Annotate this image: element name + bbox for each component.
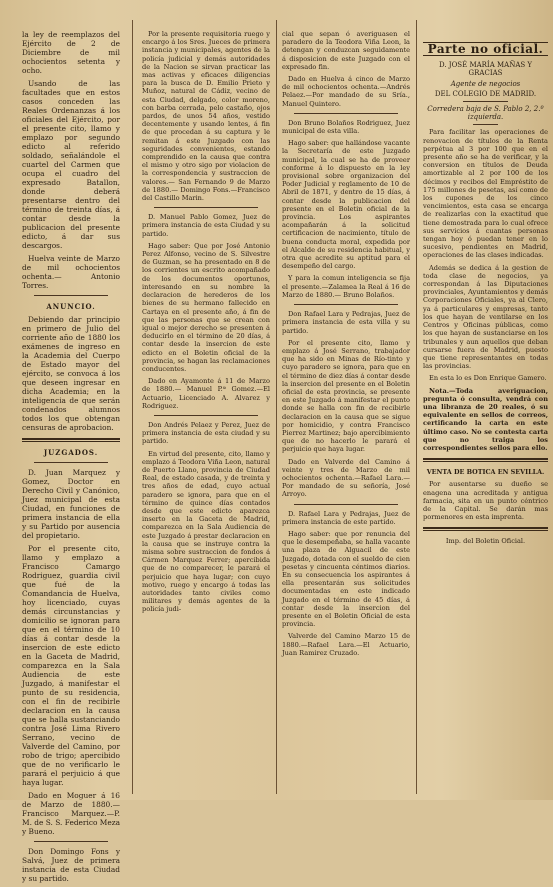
text-paragraph: En esta lo es Don Enrique Gamero.	[429, 374, 547, 383]
divider	[423, 527, 548, 531]
text-paragraph: En virtud del presente, cito, llamo y emplazo á Teodora Viña Leon, natural de Puerto Llano, provincia de Ciudad Real, de estado casada, y de treinta y tres años de edad, cuyo actual paradero se ignora, para que en el término de quince días contados desde que este edicto aparezca inserto en la Gaceta de Madrid, comparezca en la Sala Audiencia de este Juzgado á prestar declaracion en la causa que se instruye contra la misma sobre sustraccion de fondos á Cármen Marquez Ferrer; apercibida que de no comparecer, le parará el perjuicio que haya lugar; con cuyo motivo, ruego y encargo á todas las autoridades tanto civiles como militares y demás agentes de la policía judi-	[142, 449, 270, 614]
column-divider	[132, 20, 133, 794]
text-paragraph: Por el presente cito, llamo y emplazo a Francisco Camargo Rodriguez, guardia civil que fué de la Comandancia de Huelva, hoy licenciado, cuyas demás circunstancias y domicilio se ignoran para que en el término de 10 días á contar desde la insercion de este edicto en la Gaceta de Madrid, comparezca en la Sala Audiencia de este Juzgado, á manifestar el punto de su residencia, con el fin de recibirle declaracion en la causa que se halla sustanciando contra José Lima Rivero Serrano, vecino de Valverde del Camino, por robo de trigo; apercibido que de no verificarlo le parará el perjuicio á que haya lugar.	[22, 544, 120, 787]
column-2	[142, 30, 270, 618]
column-divider	[276, 20, 277, 794]
text-paragraph: Además se dedica á la gestion de toda clase de negocios, ya correspondan á las Diputaciones provinciales, Ayuntamientos y demás Corporaciones Oficiales, ya al Clero, ya á particulares y empresas, tanto los que hayan de ventilarse en los Centros y Oficinas públicas, como los que hayan de sustanciarse en los tribunales y aun aquellos que deban cursarse fuera de Madrid, puesto que tiene representantes en todas las provincias.	[423, 263, 548, 371]
advertiser-college: DEL COLEGIO DE MADRID.	[434, 89, 537, 98]
text-paragraph: D. Manuel Pablo Gomez, Juez de primera instancia de esta Ciudad y su partido.	[142, 213, 270, 238]
text-paragraph: Por ausentarse su dueño se enagena una acreditada y antigua farmacia, sita en un punto céntrico de la Capital. Se darán mas pormenores en esta imprenta.	[423, 480, 548, 522]
text-paragraph: Debiendo dar principio en primero de Julio del corriente año de 1880 los exámenes de ingreso en la Academia del Cuerpo de Estado mayor del ejército, se convoca á los que deseen ingresar en dicha Academia; en la inteligencia de que serán condenados alumnos todos los que obtengan censuras de aprobacion.	[22, 315, 120, 432]
column-divider	[416, 20, 417, 794]
divider	[473, 124, 498, 125]
divider	[294, 113, 398, 114]
divider	[463, 101, 508, 102]
divider	[154, 207, 258, 208]
divider	[34, 462, 108, 463]
section-heading-anuncio: ANUNCIO.	[46, 302, 96, 311]
text-paragraph: Dado en Valverde del Camino á veinte y tres de Marzo de mil ochocientos ochenta.—Rafael Lara.—Por mandado de su señoría, José Arroyo.	[282, 457, 410, 499]
divider	[22, 438, 120, 442]
text-paragraph: Don Andrés Pelaez y Perez, Juez de primera instancia de esta ciudad y su partido.	[142, 420, 270, 446]
divider	[154, 415, 258, 416]
text-paragraph: D. Rafael Lara y Pedrajas, Juez de primera instancia de este partido.	[282, 509, 410, 526]
column-3	[282, 30, 410, 661]
text-paragraph: Huelva veinte de Marzo de mil ochocientos ochenta.— Antonio Torres.	[22, 254, 120, 290]
section-heading-juzgados: JUZGADOS.	[43, 448, 99, 457]
text-paragraph: Valverde del Camino Marzo 15 de 1880.—Rafael Lara.—El Actuario, Juan Ramirez Cruzado.	[282, 632, 410, 657]
column-1	[22, 30, 120, 887]
text-paragraph: la ley de reemplazos del Ejército de 2 de Diciembre de mil ochocientos setenta y ocho.	[22, 30, 120, 75]
text-paragraph: Don Domingo Fons y Salvá, Juez de primera instancia de esta Ciudad y su partido.	[22, 847, 120, 883]
imprint: Imp. del Boletin Oficial.	[445, 537, 526, 546]
text-paragraph: Don Bruno Bolaños Rodriguez, Juez municipal de esta villa.	[282, 118, 410, 136]
divider	[294, 304, 398, 305]
text-paragraph: Por el presente cito, llamo y emplazo á José Serrano, trabajador que ha sido en Minas de Río-tinto y cuyo paradero se ignora, para que en el término de diez días á contar desde la insercion del presente en el Boletin oficial de esta provincia, se presente en este Juzgado á manifestar el punto donde se halla con fin de recibirle declaracion en la causa que se sigue por homicidio, y contra Francisco Pierrez Martinez; bajo apercibimiento que de no hacerlo le parará el perjuicio que haya lugar.	[282, 338, 410, 454]
text-paragraph: D. Juan Marquez y Gomez, Doctor en Derecho Civil y Canónico, Juez municipal de esta Ciudad, en funciones de primera instancia de ella y su Partido por ausencia del propietario.	[22, 468, 120, 540]
divider	[423, 458, 548, 462]
section-heading-venta: VENTA DE BOTICA EN SEVILLA.	[426, 468, 545, 477]
text-paragraph: Por la presente requisitoria ruego y encargo á los Sres. Jueces de primera instancia y municipales, agentes de la policía judicial y demás autoridades de la Nacion se sirvan practicar las mas activas y eficaces diligencias para la busca de D. Emilio Prieto y Muñoz, natural de Cádiz, vecino de esta Ciudad, delgado, color moreno, con barba cerrada, pelo castaño, ojos pardos, de unos 54 años, vestido decentemente y usando lentes, á fin de que procedan á su captura y le remitan á este Juzgado con las seguridades convenientes, estando comprendido en la causa que contra el mismo y otro sigo por violacion de la correspondencia y sustraccion de valores.— San Fernando 9 de Marzo de 1880.— Domingo Fons.—Francisco del Castillo Marin.	[142, 30, 270, 203]
text-paragraph: Y para la comun inteligencia se fija el presente.—Zalamea la Real á 16 de Marzo de 1880.— Bruno Bolaños.	[282, 274, 410, 299]
divider	[34, 295, 108, 296]
column-4	[423, 34, 548, 550]
text-paragraph: Dado en Huelva á cinco de Marzo de mil ochocientos ochenta.—Andrés Pelaez.—Por mandado de su Sría., Manuel Quintero.	[282, 75, 410, 108]
divider	[294, 504, 398, 505]
text-paragraph: Dado en Moguer á 16 de Marzo de 1880.— Francisco Marquez.—P. M. de S. S. Federico Meza y Bueno.	[22, 791, 120, 836]
text-paragraph: Para facilitar las operaciones de renovacion de títulos de la Renta perpétua al 3 por 100 que en el presente año se ha de verificar, y la conversion en títulos de Deuda amortizable al 2 por 100 de los décimos y recibos del Empréstito de 175 millones de pesetas, así como de los cupones de los cinco vencimientos, esta casa se encarga de realizarlas con la exactitud que tiene demostrada para lo cual ofrece sus servicios á cuantas personas tengan hoy ó puedan tener en lo sucesivo, pendientes en Madrid, operaciones de las clases indicadas.	[423, 128, 548, 260]
advertiser-role: Agente de negocios	[450, 79, 521, 88]
advertiser-name: D. JOSÉ MARÍA MAÑAS Y GRACIAS	[438, 61, 533, 78]
text-paragraph: Dado en Ayamonte á 11 de Marzo de 1880.— Manuel P.ª Gomez.—El Actuario, Licenciado A. Alvarez y Rodriguez.	[142, 377, 270, 410]
text-paragraph: Hago saber: que hallándose vacante la Secretaría de este Juzgado municipal, la cual se ha de proveer conforme á lo dispuesto en la ley provisional sobre organizacion del Poder Judicial y reglamento de 10 de Abril de 1871, y dentro de 15 días, á contar desde la publicacion del presente en el Boletin oficial de la provincia. Los aspirantes acompañarán á la solicitud certificacion de nacimiento, título de buena conducta moral, expedida por el Alcalde de su residencia habitual, y otra que acredite su aptitud para el desempeño del cargo.	[282, 139, 410, 271]
text-paragraph: Hago saber: Que por José Antonio Perez Alfonso, vecino de S. Silvestre de Guzman, se ha presentado en 8 de los corrientes un escrito acompañado de los documentos oportunos, interesando en su nombre la declaracion de herederos de los bienes de su hermano fallecido en Cartaya en el presente año, á fin de que las personas que se crean con igual o mejor derecho se presenten á deducirlo en el término de 20 días, á contar desde la insercion de este edicto en el Boletin oficial de la provincia, se hagan las reclamaciones conducentes.	[142, 241, 270, 373]
advertiser-address: Corredera baja de S. Pablo 2, 2.º izquierda.	[427, 105, 544, 122]
text-paragraph: Usando de las facultades que en estos casos conceden las Reales Ordenanzas á los oficiales del Ejército, por el presente cito, llamo y emplazo por segundo edicto al referido soldado, señalándole el cuartel del Carmen que ocupa el cuadro del expresado Batallon, donde deberá presentarse dentro del término de treinta días, á contar desde la publicacion del presente edicto, á dar sus descargos.	[22, 79, 120, 250]
note-paragraph: Nota.—Toda averiguacion, pregunta ó consulta, vendrá con una libranza de 20 reales, ó su equivalente en sellos de correos, certificando la carta en este último caso. No se contesta carta que no traiga los correspondientes sellos para ello.	[423, 386, 548, 452]
text-paragraph: cial que sepan ó averiguasen el paradero de la Teodora Viña Leon, la detengan y conduzcan seguidamente á disposicion de este Juzgado con el expresado fin.	[282, 30, 410, 71]
text-paragraph: Don Rafael Lara y Pedrajas, Juez de primera instancia de esta villa y su partido.	[282, 310, 410, 335]
divider	[34, 841, 108, 842]
section-title-parte-no-oficial: Parte no oficial.	[423, 42, 548, 56]
text-paragraph: Hago saber: que por renuncia del que le desempeñaba, se halla vacante una plaza de Alguacil de este Juzgado, dotada con el sueldo de cien pesetas y cincuenta céntimos diarios. En su consecuencia los aspirantes á ella presentarán sus solicitudes documentadas en este indicado Juzgado en el término de 45 días, á contar desde la insercion del presente en el Boletin Oficial de esta provincia.	[282, 529, 410, 629]
